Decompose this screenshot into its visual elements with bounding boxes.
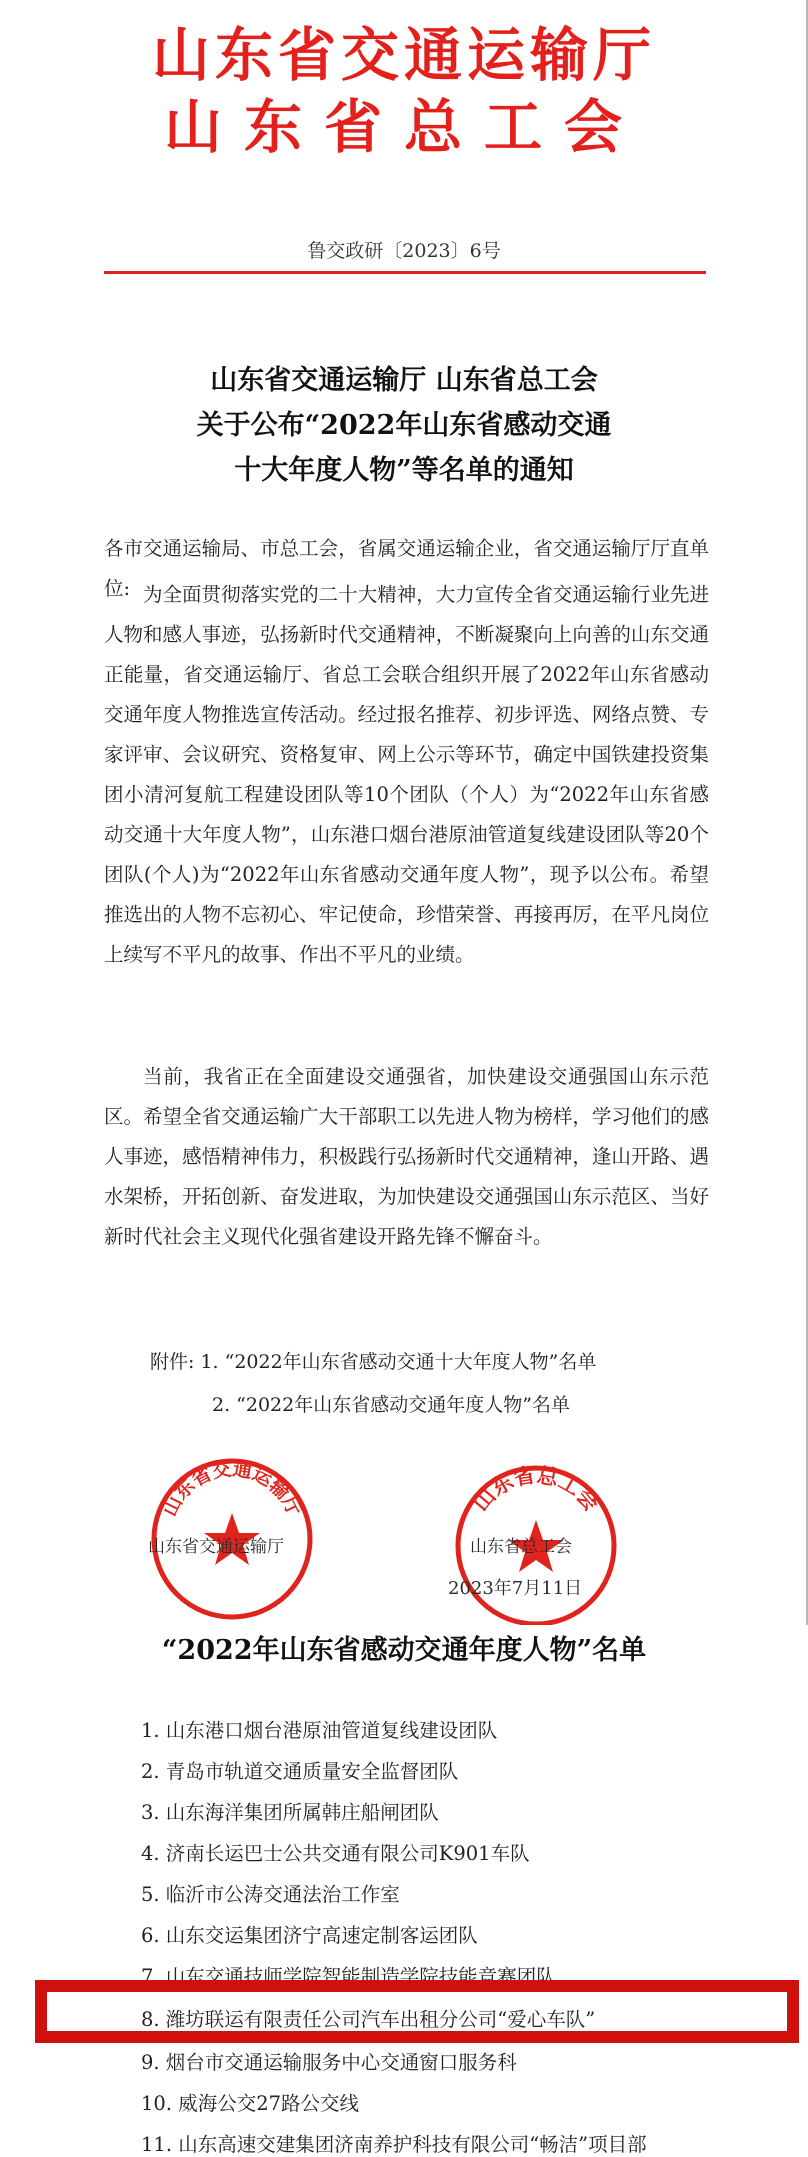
signature-date: 2023年7月11日 <box>448 1578 583 1599</box>
list-item: 3. 山东海洋集团所属韩庄船闸团队 <box>141 1801 439 1824</box>
title-line-2: 关于公布“2022年山东省感动交通 <box>196 410 612 441</box>
document-number: 鲁交政研〔2023〕6号 <box>307 240 501 262</box>
list-item: 10. 威海公交27路公交线 <box>141 2092 360 2115</box>
title-line-3: 十大年度人物”等名单的通知 <box>234 455 574 486</box>
issuer-org-1: 山东省交通运输厅 <box>151 21 656 89</box>
signature-org-1: 山东省交通运输厅 <box>148 1537 284 1557</box>
list-item: 2. 青岛市轨道交通质量安全监督团队 <box>141 1760 459 1783</box>
list-title: “2022年山东省感动交通年度人物”名单 <box>161 1635 647 1666</box>
issuer-org-2: 山东省总工会 <box>163 93 644 161</box>
list-item-highlighted: 8. 潍坊联运有限责任公司汽车出租分公司“爱心车队” <box>141 2008 596 2031</box>
salutation: 各市交通运输局、市总工会，省属交通运输企业，省交通运输厅厅直单位: <box>104 537 709 600</box>
svg-text:山东省总工会 <box>469 1463 604 1516</box>
signature-org-2: 山东省总工会 <box>470 1537 572 1557</box>
highlight-box <box>35 1980 799 2043</box>
list-item: 4. 济南长运巴士公共交通有限公司K901车队 <box>141 1842 530 1865</box>
list-item: 9. 烟台市交通运输服务中心交通窗口服务科 <box>141 2051 517 2074</box>
title-line-1: 山东省交通运输厅 山东省总工会 <box>210 365 598 396</box>
list-item: 7. 山东交通技师学院智能制造学院技能竞赛团队 <box>141 1965 556 1988</box>
list-item: 11. 山东高速交建集团济南养护科技有限公司“畅洁”项目部 <box>141 2133 647 2156</box>
red-divider-line <box>104 271 706 274</box>
attachment-1: 附件: 1. “2022年山东省感动交通十大年度人物”名单 <box>150 1351 597 1373</box>
document-page-2 <box>0 1625 808 2157</box>
svg-text:山东省交通运输厅 <box>159 1457 306 1520</box>
seal-1-text: 山东省交通运输厅 <box>158 1458 306 1520</box>
body-paragraph-2: 当前，我省正在全面建设交通强省，加快建设交通强国山东示范区。希望全省交通运输广大干部职工以先进人物为榜样，学习他们的感人事迹，感悟精神伟力，积极践行弘扬新时代交通精神，逢山开路、遇水架桥，开拓创新、奋发进取，为加快建设交通强国山东示范区、当好新时代社会主义现代化强省建设开路先锋不懈奋斗。 <box>104 1065 709 1248</box>
seal-2-text: 山东省总工会 <box>468 1463 604 1516</box>
attachment-2: 2. “2022年山东省感动交通年度人物”名单 <box>212 1394 570 1416</box>
list-item: 1. 山东港口烟台港原油管道复线建设团队 <box>141 1719 498 1742</box>
body-paragraph-1: 为全面贯彻落实党的二十大精神，大力宣传全省交通运输行业先进人物和感人事迹，弘扬新时代交通精神，不断凝聚向上向善的山东交通正能量，省交通运输厅、省总工会联合组织开展了2022年山东省感动交通年度人物推选宣传活动。经过报名推荐、初步评选、网络点赞、专家评审、会议研究、资格复审、网上公示等环节，确定中国铁建投资集团小清河复航工程建设团队等10个团队（个人）为“2022年山东省感动交通十大年度人物”，山东港口烟台港原油管道复线建设团队等20个团队(个人)为“2022年山东省感动交通年度人物”，现予以公布。希望推选出的人物不忘初心、牢记使命，珍惜荣誉、再接再厉，在平凡岗位上续写不平凡的故事、作出不平凡的业绩。 <box>104 583 709 966</box>
list-item: 6. 山东交运集团济宁高速定制客运团队 <box>141 1924 478 1947</box>
list-item: 5. 临沂市公涛交通法治工作室 <box>141 1883 400 1906</box>
